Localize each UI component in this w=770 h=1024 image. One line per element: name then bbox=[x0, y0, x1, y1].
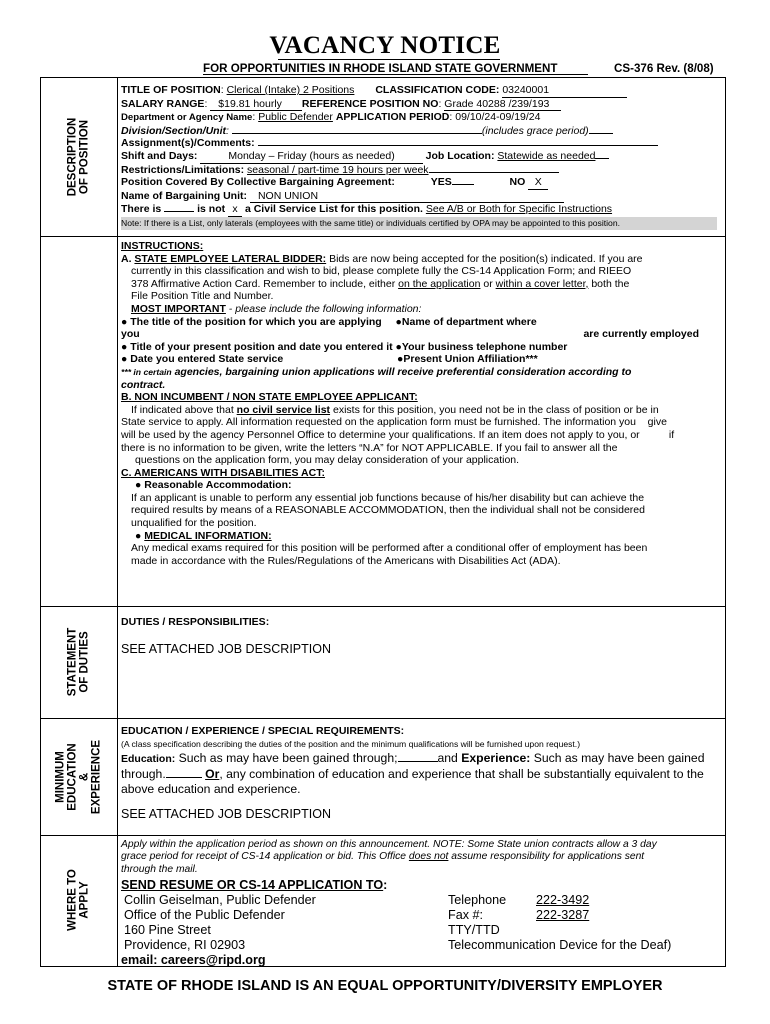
position-title: Clerical (Intake) 2 Positions bbox=[226, 84, 355, 96]
department-name: Public Defender bbox=[258, 111, 333, 124]
instruction-a-line4: File Position Title and Number. bbox=[131, 290, 274, 303]
label-duties-text: STATEMENT OF DUTIES bbox=[66, 627, 91, 697]
instruction-a-line3: 378 Affirmative Action Card. Remember to include, either on the application or within a cover letter, both the bbox=[131, 277, 630, 290]
ra-line1: If an applicant is unable to perform any essential job functions because of his/her disability but can achieve the bbox=[131, 491, 645, 504]
page-subtitle: FOR OPPORTUNITIES IN RHODE ISLAND STATE GOVERNMENT bbox=[203, 62, 558, 75]
instructions-heading: INSTRUCTIONS: bbox=[121, 240, 204, 252]
label-education-text: MINIMUM EDUCATION & EXPERIENCE bbox=[54, 739, 103, 814]
education-line3: above education and experience. bbox=[121, 782, 301, 796]
reference-position: Grade 40288 /239/193 bbox=[444, 97, 550, 110]
bullet-icon: ● bbox=[395, 340, 402, 353]
ra-line3: unqualified for the position. bbox=[131, 517, 257, 530]
education-line1: Education: Such as may have been gained through; and Experience: Such as may have been gained bbox=[121, 751, 705, 765]
contact-city: Providence, RI 02903 bbox=[124, 938, 246, 952]
bullet-icon: ● bbox=[395, 315, 402, 328]
bullet-row-1: ● The title of the position for which you are applying ●Name of department where bbox=[121, 315, 537, 328]
no-checkmark: X bbox=[534, 176, 542, 189]
instruction-b-line2: State service to apply. All information requested on the application form must be furnished. The information you give bbox=[121, 416, 667, 429]
most-important-line: MOST IMPORTANT - please include the following information: bbox=[131, 302, 422, 315]
job-location: Statewide as needed bbox=[497, 149, 596, 162]
union-row: Name of Bargaining Unit: NON UNION bbox=[121, 190, 717, 204]
education-section bbox=[121, 725, 580, 750]
education-line2: through. Or, any combination of education and experience that shall be substantially equivalent to the bbox=[121, 767, 704, 781]
salary-row: SALARY RANGE: $19.81 hourly REFERENCE POSITION NO: Grade 40288 /239/193 bbox=[121, 98, 717, 112]
instruction-a-line2: currently in this classification and wish to bid, please complete fully the CS-14 Application Form; and RIEEO bbox=[131, 265, 632, 278]
form-number: CS-376 Rev. (8/08) bbox=[614, 62, 714, 75]
department-row: Department or Agency Name: Public Defender APPLICATION PERIOD: 09/10/24-09/19/24 bbox=[121, 111, 541, 124]
title-row: TITLE OF POSITION: Clerical (Intake) 2 Positions CLASSIFICATION CODE: 03240001 bbox=[121, 84, 717, 98]
section-divider bbox=[40, 236, 726, 237]
bullet-icon: ● bbox=[121, 315, 128, 328]
apply-intro: Apply within the application period as shown on this announcement. NOTE: Some State union contracts allow a 3 day grace period for receipt of CS-14 application or bid. This Office does not assume responsibility for applications sent through the mail. bbox=[121, 839, 657, 875]
instruction-b-line3: will be used by the agency Personnel Office to determine your qualifications. If an item does not apply to you, or if bbox=[121, 428, 675, 441]
bargaining-row: Position Covered By Collective Bargaining Agreement: YES NO X bbox=[121, 176, 717, 190]
bullet-icon: ● bbox=[397, 353, 404, 366]
bullet-row-3: ● Date you entered State service ●Present Union Affiliation*** bbox=[121, 353, 538, 366]
ra-line2: required results by means of a REASONABLE ACCOMMODATION, then the individual shall not be considered bbox=[131, 504, 645, 517]
label-education bbox=[40, 718, 117, 835]
description-section bbox=[121, 84, 717, 230]
title-underline bbox=[278, 59, 500, 60]
subtitle-underline bbox=[203, 74, 588, 75]
education-attached-text: SEE ATTACHED JOB DESCRIPTION bbox=[121, 807, 331, 821]
assignment-row: Assignment(s)/Comments: bbox=[121, 137, 717, 150]
label-apply bbox=[40, 835, 117, 965]
salary-value: $19.81 hourly bbox=[218, 97, 282, 110]
bargaining-unit: NON UNION bbox=[257, 189, 319, 202]
instructions-link[interactable]: See A/B or Both for Specific Instructions bbox=[425, 203, 613, 216]
fax-number: 222-3287 bbox=[536, 908, 590, 922]
label-column-divider bbox=[117, 77, 118, 967]
telephone-number: 222-3492 bbox=[536, 893, 590, 907]
restrictions-value: seasonal / part-time 19 hours per week bbox=[247, 163, 429, 176]
education-note: (A class specification describing the duties of the position and the minimum qualifications will be furnished upon request.) bbox=[121, 738, 581, 749]
page-title: VACANCY NOTICE bbox=[269, 32, 501, 59]
division-row: Division/Section/Unit: (includes grace period) bbox=[121, 125, 717, 138]
bullet-icon: ● bbox=[135, 479, 142, 492]
bullet-row-1b: you are currently employed bbox=[121, 328, 699, 341]
union-note: *** in certain agencies, bargaining union applications will receive preferential consideration according to bbox=[121, 365, 632, 378]
contact-name: Collin Geiselman, Public Defender bbox=[124, 893, 316, 907]
instruction-c-heading: C. AMERICANS WITH DISABILITIES ACT: bbox=[121, 466, 325, 479]
label-description bbox=[40, 77, 117, 236]
union-note-end: contract. bbox=[121, 378, 166, 391]
instruction-b-heading: B. NON INCUMBENT / NON STATE EMPLOYEE APPLICANT: bbox=[121, 391, 418, 404]
restrictions-row: Restrictions/Limitations: seasonal / part-time 19 hours per week bbox=[121, 164, 717, 177]
duties-text: SEE ATTACHED JOB DESCRIPTION bbox=[121, 642, 331, 656]
medical-heading: ● MEDICAL INFORMATION: bbox=[135, 529, 272, 542]
list-mark: x bbox=[232, 203, 238, 216]
apply-address-block bbox=[121, 878, 387, 968]
classification-code: 03240001 bbox=[502, 84, 550, 96]
label-duties bbox=[40, 606, 117, 718]
label-description-text: DESCRIPTION OF POSITION bbox=[66, 117, 91, 196]
section-divider bbox=[40, 718, 726, 719]
instructions-section bbox=[121, 240, 699, 567]
instruction-b-line1: If indicated above that no civil service list exists for this position, you need not be in the class of position or be in bbox=[131, 403, 659, 416]
list-note: Note: If there is a List, only laterals (employees with the same title) or individuals certified by OPA may be appointed to this position. bbox=[121, 217, 717, 230]
medical-line1: Any medical exams required for this position will be performed after a conditional offer of employment has been bbox=[131, 542, 648, 555]
shift-row: Shift and Days: Monday – Friday (hours as needed) Job Location: Statewide as needed bbox=[121, 150, 717, 164]
instruction-b-line4: there is no information to be given, write the letters “N.A” for NOT APPLICABLE. If you fail to answer all the bbox=[121, 441, 618, 454]
section-divider bbox=[40, 835, 726, 836]
civil-service-row: There is is not x a Civil Service List for this position. See A/B or Both for Specific Instructions bbox=[121, 203, 613, 216]
send-heading: SEND RESUME OR CS-14 APPLICATION TO: bbox=[121, 878, 388, 892]
application-period: 09/10/24-09/19/24 bbox=[455, 111, 541, 124]
contact-email[interactable]: email: careers@ripd.org bbox=[121, 953, 266, 967]
education-body bbox=[121, 751, 704, 797]
bullet-icon: ● bbox=[121, 353, 128, 366]
education-heading: EDUCATION / EXPERIENCE / SPECIAL REQUIREMENTS: bbox=[121, 725, 405, 737]
instruction-b-line5: questions on the application form, you may delay consideration of your application. bbox=[135, 454, 520, 467]
shift-days: Monday – Friday (hours as needed) bbox=[228, 149, 395, 162]
duties-heading: DUTIES / RESPONSIBILITIES: bbox=[121, 616, 270, 628]
section-divider bbox=[40, 606, 726, 607]
contact-office: Office of the Public Defender bbox=[124, 908, 285, 922]
instruction-a-line1: A. STATE EMPLOYEE LATERAL BIDDER: Bids are now being accepted for the position(s) indicated. If you are bbox=[121, 252, 643, 265]
tdd-label: Telecommunication Device for the Deaf) bbox=[448, 938, 672, 952]
medical-line2: made in accordance with the Rules/Regulations of the Americans with Disabilities Act (ADA). bbox=[131, 554, 561, 567]
bullet-icon: ● bbox=[121, 340, 128, 353]
bullet-row-2: ● Title of your present position and date you entered it ●Your business telephone number bbox=[121, 340, 568, 353]
reasonable-accommodation-heading: ● Reasonable Accommodation: bbox=[135, 479, 292, 492]
tty-label: TTY/TTD bbox=[448, 923, 500, 937]
contact-phone-block: Telephone 222-3492 Fax #: 222-3287 TTY/TTD Telecommunication Device for the Deaf) bbox=[448, 893, 672, 952]
label-apply-text: WHERE TO APPLY bbox=[66, 869, 91, 931]
bullet-icon: ● bbox=[135, 529, 142, 542]
equal-opportunity-footer: STATE OF RHODE ISLAND IS AN EQUAL OPPORTUNITY/DIVERSITY EMPLOYER bbox=[107, 978, 663, 994]
duties-section bbox=[121, 616, 269, 629]
contact-street: 160 Pine Street bbox=[124, 923, 211, 937]
